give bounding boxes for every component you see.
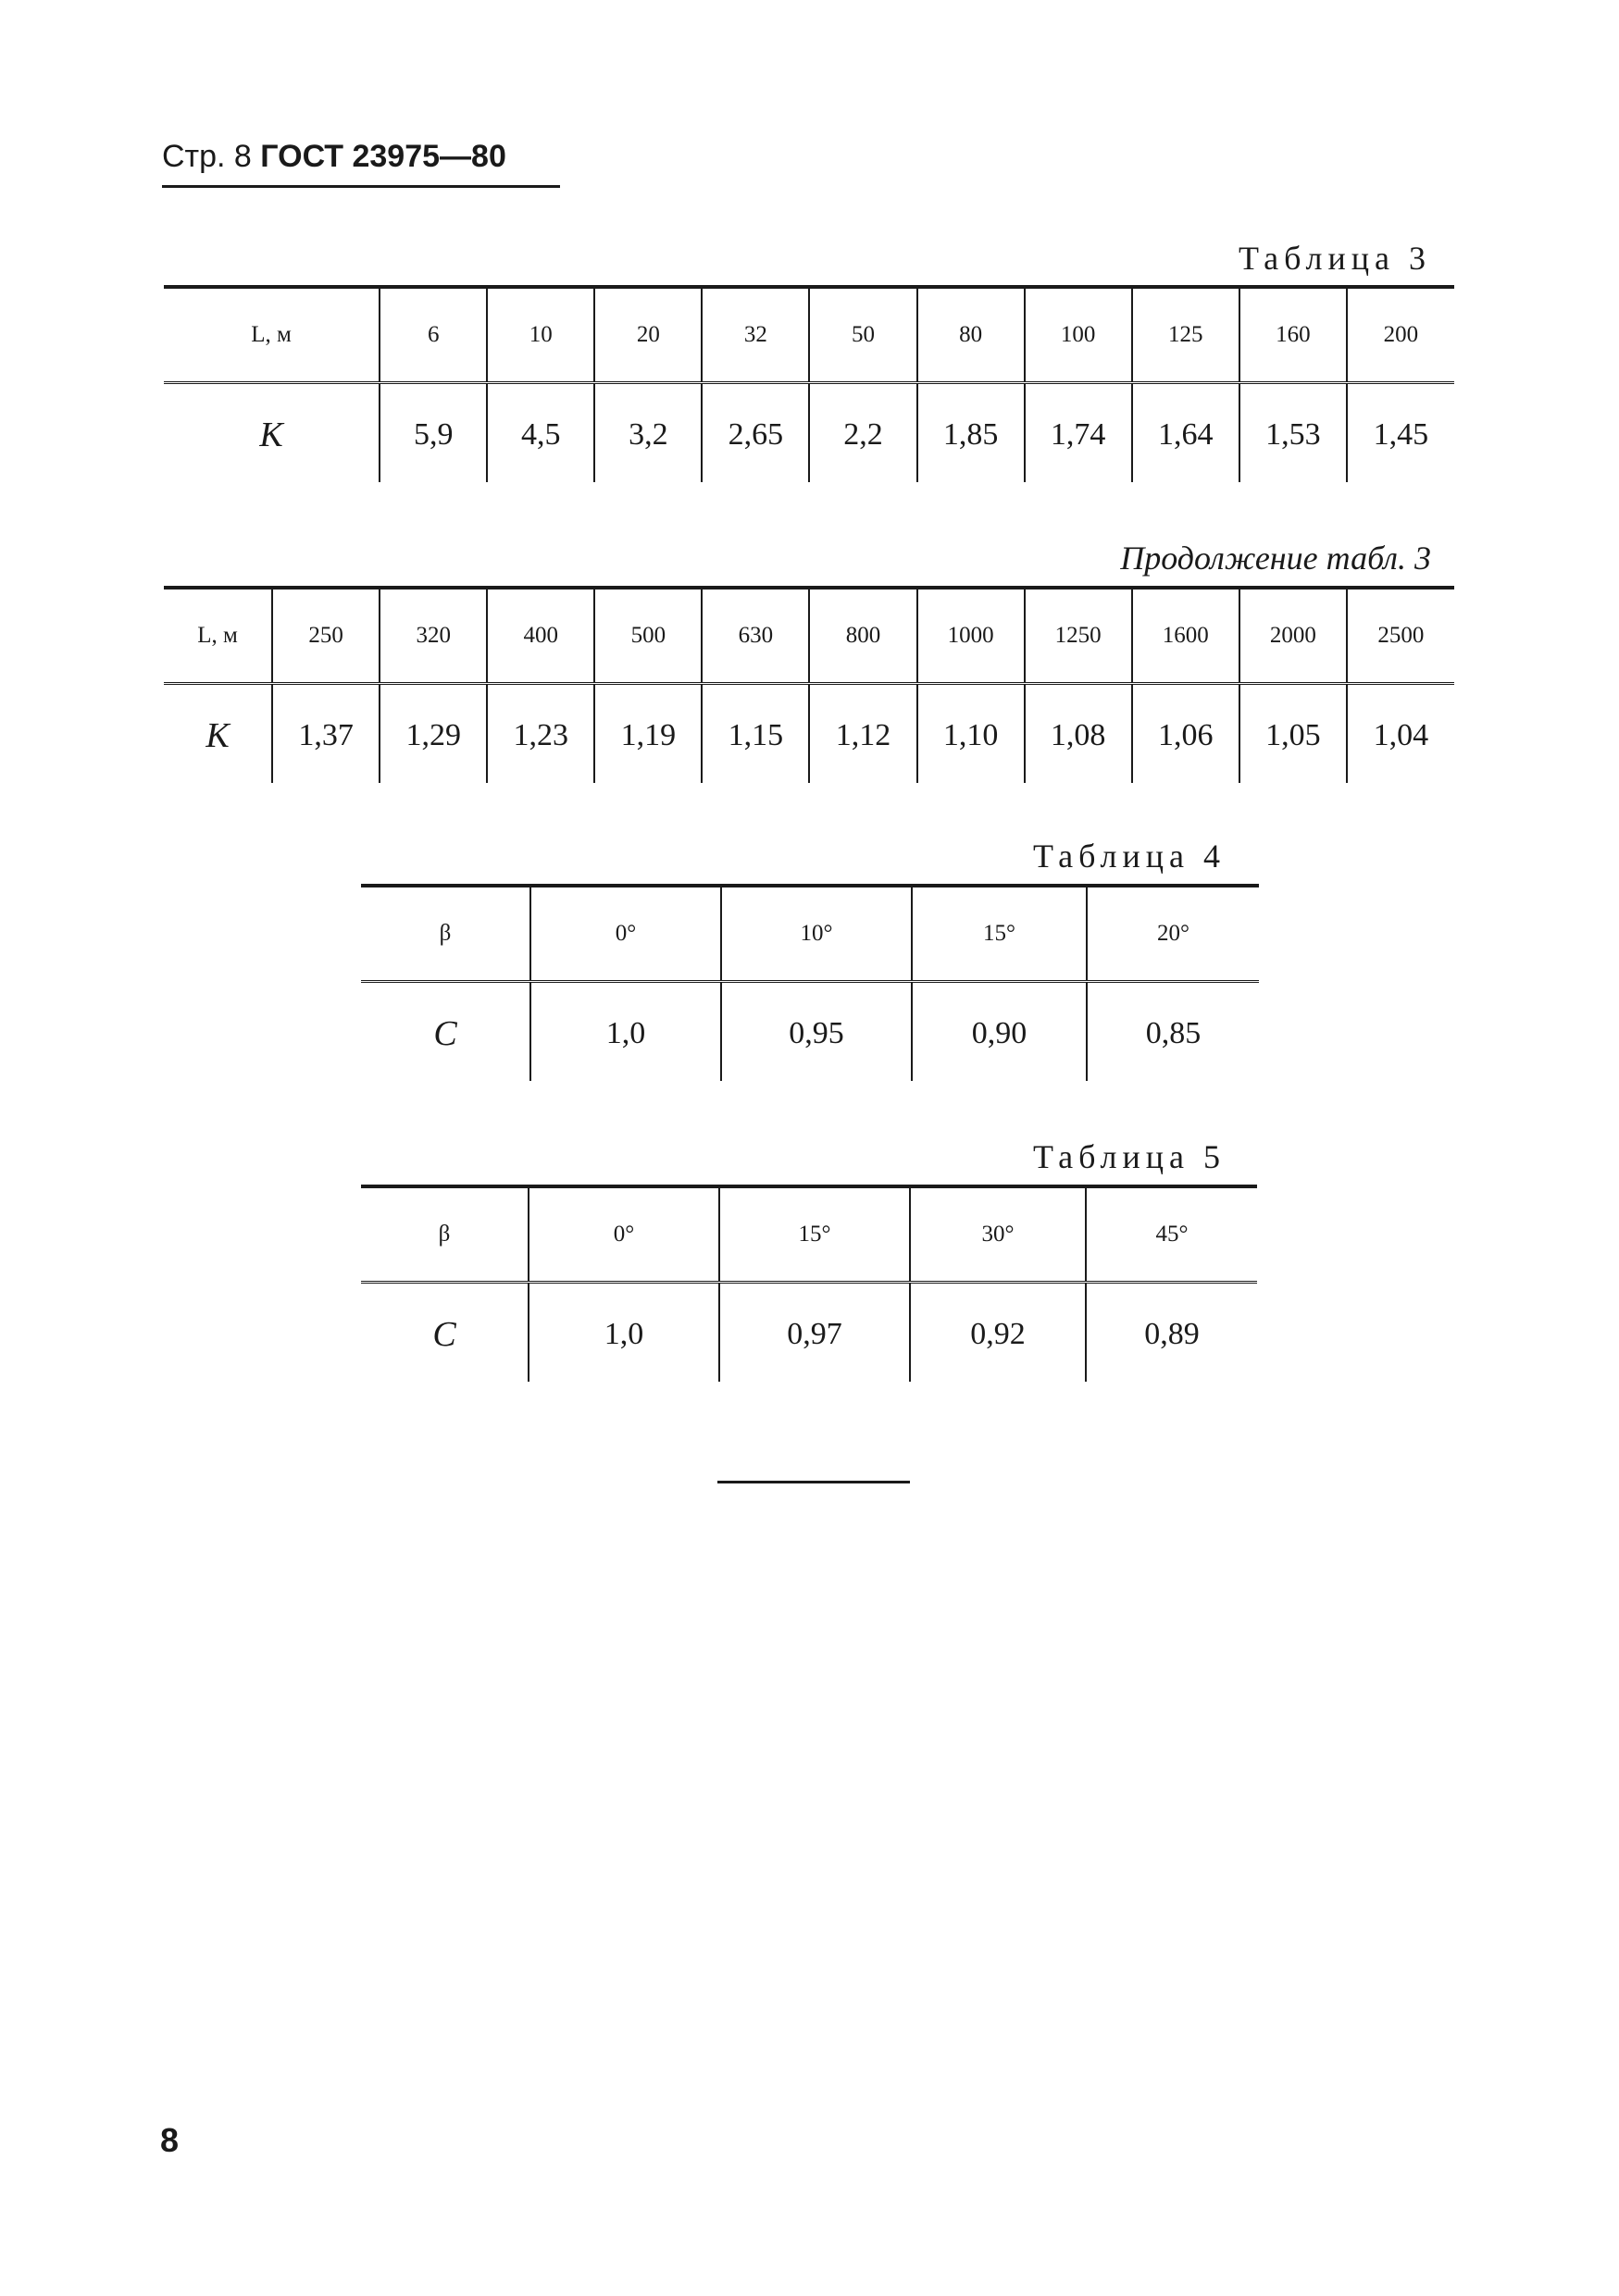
table4-beta-cell: 20° <box>1087 886 1259 982</box>
table3-cont-L-cell: 250 <box>272 588 380 684</box>
table3-L-cell: 200 <box>1347 287 1454 383</box>
table3-cont-L-cell: 1250 <box>1025 588 1132 684</box>
page-header <box>162 139 506 175</box>
header-rule <box>162 185 560 188</box>
table3-cont-K-cell: 1,29 <box>380 684 487 784</box>
table4 <box>361 884 1259 1081</box>
table3-L-cell: 50 <box>809 287 916 383</box>
table3-K-cell: 1,45 <box>1347 383 1454 483</box>
table3-K-cell: 5,9 <box>380 383 487 483</box>
table3-cont-body-row <box>164 684 1454 784</box>
table4-beta-cell: 10° <box>721 886 912 982</box>
table5-beta-cell: 45° <box>1086 1186 1257 1283</box>
table3-cont-K-cell: 1,10 <box>917 684 1025 784</box>
table5-beta-cell: 15° <box>719 1186 910 1283</box>
table3-cont-K-cell: 1,12 <box>809 684 916 784</box>
table3-cont-K-cell: 1,04 <box>1347 684 1454 784</box>
table3-L-cell: 10 <box>487 287 594 383</box>
table3-cont-K-cell: 1,08 <box>1025 684 1132 784</box>
table5-C-cell: 0,97 <box>719 1283 910 1383</box>
table5-C-cell: 1,0 <box>529 1283 719 1383</box>
table3-header-row <box>164 287 1454 383</box>
table5-row-body-label: C <box>432 1315 456 1354</box>
table3 <box>164 285 1454 482</box>
table3-cont-K-cell: 1,15 <box>702 684 809 784</box>
table3-cont-K-cell: 1,37 <box>272 684 380 784</box>
table3-K-cell: 1,74 <box>1025 383 1132 483</box>
table3-cont-L-cell: 2000 <box>1239 588 1347 684</box>
table3-cont-K-cell: 1,05 <box>1239 684 1347 784</box>
table4-beta-cell: 15° <box>912 886 1087 982</box>
table3-K-cell: 3,2 <box>594 383 702 483</box>
table3-L-cell: 125 <box>1132 287 1239 383</box>
table4-C-cell: 0,90 <box>912 982 1087 1082</box>
table4-row-body-label: C <box>433 1014 457 1053</box>
table3-cont-header-row <box>164 588 1454 684</box>
table3-cont-K-cell: 1,19 <box>594 684 702 784</box>
table3-K-cell: 2,2 <box>809 383 916 483</box>
table4-C-cell: 1,0 <box>530 982 721 1082</box>
table4-caption: Таблица 4 <box>1033 838 1226 875</box>
table3-cont-L-cell: 500 <box>594 588 702 684</box>
end-rule <box>717 1481 910 1483</box>
table4-beta-cell: 0° <box>530 886 721 982</box>
table3-K-cell: 1,64 <box>1132 383 1239 483</box>
table4-C-cell: 0,95 <box>721 982 912 1082</box>
table3-continuation <box>164 586 1454 783</box>
table5-beta-cell: 30° <box>910 1186 1086 1283</box>
table3-K-cell: 1,85 <box>917 383 1025 483</box>
table3-body-row <box>164 383 1454 483</box>
table3-K-cell: 4,5 <box>487 383 594 483</box>
table5-row-head-label: β <box>361 1186 529 1283</box>
table4-header-row <box>361 886 1259 982</box>
table5-beta-cell: 0° <box>529 1186 719 1283</box>
table3-cont-L-cell: 1600 <box>1132 588 1239 684</box>
table3-cont-L-cell: 2500 <box>1347 588 1454 684</box>
table4-C-cell: 0,85 <box>1087 982 1259 1082</box>
table3-cont-L-cell: 1000 <box>917 588 1025 684</box>
table3-row-body-label: K <box>259 416 283 454</box>
table3-cont-K-cell: 1,23 <box>487 684 594 784</box>
table3-caption: Таблица 3 <box>1239 240 1431 277</box>
table3-cont-L-cell: 800 <box>809 588 916 684</box>
standard-title: ГОСТ 23975—80 <box>260 139 506 174</box>
table3-L-cell: 100 <box>1025 287 1132 383</box>
table5-body-row <box>361 1283 1257 1383</box>
table5-caption: Таблица 5 <box>1033 1138 1226 1175</box>
table3-cont-L-cell: 320 <box>380 588 487 684</box>
table3-L-cell: 20 <box>594 287 702 383</box>
table3-L-cell: 80 <box>917 287 1025 383</box>
table3-K-cell: 2,65 <box>702 383 809 483</box>
table5-header-row <box>361 1186 1257 1283</box>
table5-C-cell: 0,92 <box>910 1283 1086 1383</box>
table4-row-head-label: β <box>361 886 530 982</box>
table3-K-cell: 1,53 <box>1239 383 1347 483</box>
table5 <box>361 1185 1257 1382</box>
table3-cont-L-cell: 400 <box>487 588 594 684</box>
table3-L-cell: 6 <box>380 287 487 383</box>
table3-cont-row-body-label: K <box>205 716 230 755</box>
table5-C-cell: 0,89 <box>1086 1283 1257 1383</box>
page-label: Стр. 8 <box>162 139 252 174</box>
table3-L-cell: 32 <box>702 287 809 383</box>
table3-row-head-label: L, м <box>164 287 380 383</box>
table3-cont-K-cell: 1,06 <box>1132 684 1239 784</box>
page-number: 8 <box>160 2121 180 2159</box>
table3-cont-row-head-label: L, м <box>164 588 272 684</box>
table3-cont-L-cell: 630 <box>702 588 809 684</box>
table3-cont-caption: Продолжение табл. 3 <box>1120 540 1431 577</box>
table4-body-row <box>361 982 1259 1082</box>
table3-L-cell: 160 <box>1239 287 1347 383</box>
